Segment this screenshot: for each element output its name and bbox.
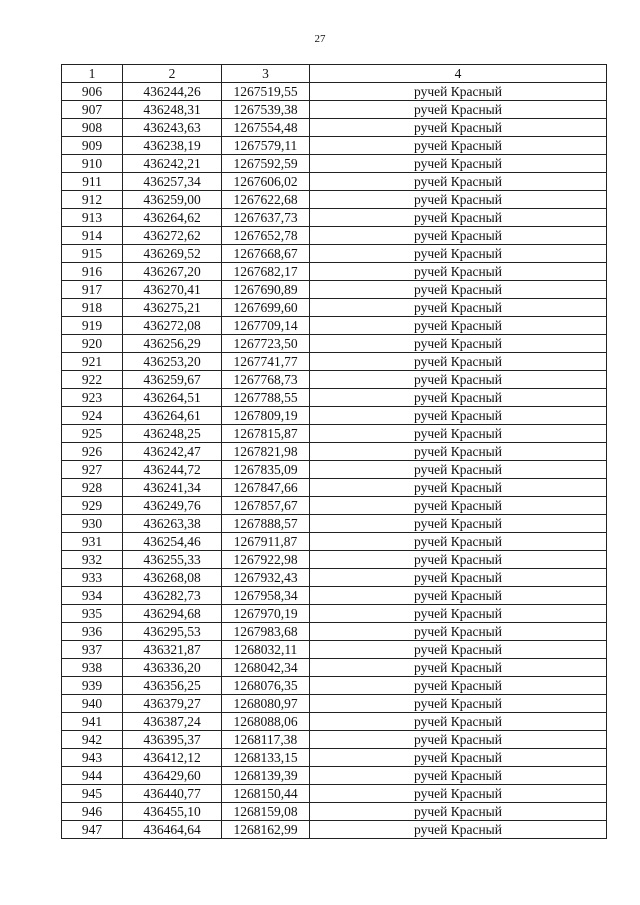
point-number-cell: 912 [62,191,123,209]
object-name-cell: ручей Красный [310,173,607,191]
x-coordinate-cell: 436244,26 [123,83,222,101]
y-coordinate-cell: 1267682,17 [222,263,310,281]
x-coordinate-cell: 436248,25 [123,425,222,443]
object-name-cell: ручей Красный [310,245,607,263]
table-row [62,353,607,371]
y-coordinate-cell: 1267652,78 [222,227,310,245]
column-header-1: 1 [62,65,123,83]
x-coordinate-cell: 436242,47 [123,443,222,461]
x-coordinate-cell: 436282,73 [123,587,222,605]
y-coordinate-cell: 1267579,11 [222,137,310,155]
table-row [62,137,607,155]
point-number-cell: 910 [62,155,123,173]
y-coordinate-cell: 1267741,77 [222,353,310,371]
column-header-2: 2 [123,65,222,83]
table-row [62,605,607,623]
y-coordinate-cell: 1267911,87 [222,533,310,551]
table-row [62,191,607,209]
point-number-cell: 916 [62,263,123,281]
y-coordinate-cell: 1268042,34 [222,659,310,677]
table-row [62,227,607,245]
object-name-cell: ручей Красный [310,83,607,101]
object-name-cell: ручей Красный [310,191,607,209]
object-name-cell: ручей Красный [310,767,607,785]
x-coordinate-cell: 436259,00 [123,191,222,209]
point-number-cell: 926 [62,443,123,461]
point-number-cell: 946 [62,803,123,821]
table-row [62,101,607,119]
y-coordinate-cell: 1267709,14 [222,317,310,335]
x-coordinate-cell: 436295,53 [123,623,222,641]
point-number-cell: 938 [62,659,123,677]
point-number-cell: 920 [62,335,123,353]
y-coordinate-cell: 1267835,09 [222,461,310,479]
table-body [62,83,607,839]
x-coordinate-cell: 436256,29 [123,335,222,353]
y-coordinate-cell: 1267592,59 [222,155,310,173]
table-row [62,479,607,497]
y-coordinate-cell: 1267768,73 [222,371,310,389]
table-row [62,317,607,335]
y-coordinate-cell: 1268162,99 [222,821,310,839]
object-name-cell: ручей Красный [310,209,607,227]
point-number-cell: 941 [62,713,123,731]
page-number: 27 [314,33,326,45]
object-name-cell: ручей Красный [310,353,607,371]
table-row [62,209,607,227]
object-name-cell: ручей Красный [310,227,607,245]
x-coordinate-cell: 436321,87 [123,641,222,659]
y-coordinate-cell: 1267554,48 [222,119,310,137]
table-row [62,389,607,407]
table-row [62,83,607,101]
point-number-cell: 911 [62,173,123,191]
table-row [62,443,607,461]
point-number-cell: 909 [62,137,123,155]
table-row [62,551,607,569]
object-name-cell: ручей Красный [310,731,607,749]
object-name-cell: ручей Красный [310,695,607,713]
x-coordinate-cell: 436244,72 [123,461,222,479]
point-number-cell: 908 [62,119,123,137]
x-coordinate-cell: 436294,68 [123,605,222,623]
point-number-cell: 944 [62,767,123,785]
y-coordinate-cell: 1267809,19 [222,407,310,425]
y-coordinate-cell: 1268032,11 [222,641,310,659]
y-coordinate-cell: 1268080,97 [222,695,310,713]
object-name-cell: ручей Красный [310,821,607,839]
y-coordinate-cell: 1267622,68 [222,191,310,209]
table-row [62,371,607,389]
x-coordinate-cell: 436379,27 [123,695,222,713]
table-row [62,713,607,731]
point-number-cell: 942 [62,731,123,749]
table-row [62,569,607,587]
table-row [62,821,607,839]
x-coordinate-cell: 436241,34 [123,479,222,497]
table-row [62,731,607,749]
object-name-cell: ручей Красный [310,155,607,173]
point-number-cell: 934 [62,587,123,605]
point-number-cell: 923 [62,389,123,407]
object-name-cell: ручей Красный [310,137,607,155]
table-row [62,767,607,785]
table-row [62,623,607,641]
object-name-cell: ручей Красный [310,641,607,659]
point-number-cell: 921 [62,353,123,371]
y-coordinate-cell: 1267888,57 [222,515,310,533]
coordinates-table [61,64,607,839]
point-number-cell: 939 [62,677,123,695]
object-name-cell: ручей Красный [310,371,607,389]
x-coordinate-cell: 436243,63 [123,119,222,137]
object-name-cell: ручей Красный [310,389,607,407]
y-coordinate-cell: 1268139,39 [222,767,310,785]
object-name-cell: ручей Красный [310,497,607,515]
point-number-cell: 940 [62,695,123,713]
y-coordinate-cell: 1267668,67 [222,245,310,263]
object-name-cell: ручей Красный [310,317,607,335]
object-name-cell: ручей Красный [310,605,607,623]
object-name-cell: ручей Красный [310,443,607,461]
table-header-row [62,65,607,83]
x-coordinate-cell: 436259,67 [123,371,222,389]
table-row [62,677,607,695]
y-coordinate-cell: 1268076,35 [222,677,310,695]
point-number-cell: 931 [62,533,123,551]
object-name-cell: ручей Красный [310,677,607,695]
object-name-cell: ручей Красный [310,119,607,137]
x-coordinate-cell: 436254,46 [123,533,222,551]
table-row [62,659,607,677]
y-coordinate-cell: 1267690,89 [222,281,310,299]
point-number-cell: 918 [62,299,123,317]
y-coordinate-cell: 1268117,38 [222,731,310,749]
point-number-cell: 915 [62,245,123,263]
y-coordinate-cell: 1268159,08 [222,803,310,821]
y-coordinate-cell: 1267788,55 [222,389,310,407]
point-number-cell: 936 [62,623,123,641]
table-row [62,533,607,551]
y-coordinate-cell: 1267637,73 [222,209,310,227]
table-row [62,641,607,659]
object-name-cell: ручей Красный [310,515,607,533]
object-name-cell: ручей Красный [310,785,607,803]
x-coordinate-cell: 436267,20 [123,263,222,281]
y-coordinate-cell: 1267922,98 [222,551,310,569]
point-number-cell: 917 [62,281,123,299]
point-number-cell: 937 [62,641,123,659]
point-number-cell: 932 [62,551,123,569]
x-coordinate-cell: 436356,25 [123,677,222,695]
point-number-cell: 947 [62,821,123,839]
x-coordinate-cell: 436412,12 [123,749,222,767]
y-coordinate-cell: 1268088,06 [222,713,310,731]
point-number-cell: 925 [62,425,123,443]
point-number-cell: 945 [62,785,123,803]
table-row [62,245,607,263]
table-row [62,299,607,317]
table-row [62,173,607,191]
table-row [62,461,607,479]
table-row [62,515,607,533]
object-name-cell: ручей Красный [310,551,607,569]
object-name-cell: ручей Красный [310,335,607,353]
y-coordinate-cell: 1267932,43 [222,569,310,587]
y-coordinate-cell: 1267958,34 [222,587,310,605]
point-number-cell: 935 [62,605,123,623]
table-row [62,425,607,443]
x-coordinate-cell: 436387,24 [123,713,222,731]
table-row [62,335,607,353]
point-number-cell: 919 [62,317,123,335]
point-number-cell: 914 [62,227,123,245]
object-name-cell: ручей Красный [310,479,607,497]
table-row [62,695,607,713]
object-name-cell: ручей Красный [310,299,607,317]
table-row [62,587,607,605]
x-coordinate-cell: 436263,38 [123,515,222,533]
table-row [62,155,607,173]
point-number-cell: 930 [62,515,123,533]
object-name-cell: ручей Красный [310,281,607,299]
x-coordinate-cell: 436270,41 [123,281,222,299]
object-name-cell: ручей Красный [310,803,607,821]
object-name-cell: ручей Красный [310,659,607,677]
x-coordinate-cell: 436440,77 [123,785,222,803]
object-name-cell: ручей Красный [310,407,607,425]
x-coordinate-cell: 436264,51 [123,389,222,407]
column-header-4: 4 [310,65,607,83]
x-coordinate-cell: 436464,64 [123,821,222,839]
table-row [62,785,607,803]
x-coordinate-cell: 436248,31 [123,101,222,119]
y-coordinate-cell: 1267821,98 [222,443,310,461]
y-coordinate-cell: 1268133,15 [222,749,310,767]
x-coordinate-cell: 436264,62 [123,209,222,227]
point-number-cell: 933 [62,569,123,587]
x-coordinate-cell: 436269,52 [123,245,222,263]
x-coordinate-cell: 436395,37 [123,731,222,749]
object-name-cell: ручей Красный [310,623,607,641]
point-number-cell: 913 [62,209,123,227]
x-coordinate-cell: 436429,60 [123,767,222,785]
x-coordinate-cell: 436455,10 [123,803,222,821]
y-coordinate-cell: 1267519,55 [222,83,310,101]
point-number-cell: 943 [62,749,123,767]
table-row [62,281,607,299]
column-header-3: 3 [222,65,310,83]
object-name-cell: ручей Красный [310,749,607,767]
object-name-cell: ручей Красный [310,533,607,551]
object-name-cell: ручей Красный [310,101,607,119]
point-number-cell: 907 [62,101,123,119]
x-coordinate-cell: 436257,34 [123,173,222,191]
x-coordinate-cell: 436268,08 [123,569,222,587]
point-number-cell: 929 [62,497,123,515]
y-coordinate-cell: 1267539,38 [222,101,310,119]
y-coordinate-cell: 1267857,67 [222,497,310,515]
table-row [62,803,607,821]
point-number-cell: 906 [62,83,123,101]
y-coordinate-cell: 1267606,02 [222,173,310,191]
object-name-cell: ручей Красный [310,587,607,605]
x-coordinate-cell: 436255,33 [123,551,222,569]
y-coordinate-cell: 1267723,50 [222,335,310,353]
table-row [62,263,607,281]
object-name-cell: ручей Красный [310,569,607,587]
y-coordinate-cell: 1267815,87 [222,425,310,443]
x-coordinate-cell: 436275,21 [123,299,222,317]
object-name-cell: ручей Красный [310,713,607,731]
y-coordinate-cell: 1267699,60 [222,299,310,317]
x-coordinate-cell: 436249,76 [123,497,222,515]
point-number-cell: 922 [62,371,123,389]
table-row [62,407,607,425]
point-number-cell: 924 [62,407,123,425]
table-row [62,119,607,137]
y-coordinate-cell: 1267847,66 [222,479,310,497]
x-coordinate-cell: 436272,62 [123,227,222,245]
y-coordinate-cell: 1268150,44 [222,785,310,803]
object-name-cell: ручей Красный [310,263,607,281]
y-coordinate-cell: 1267983,68 [222,623,310,641]
x-coordinate-cell: 436242,21 [123,155,222,173]
object-name-cell: ручей Красный [310,461,607,479]
x-coordinate-cell: 436272,08 [123,317,222,335]
x-coordinate-cell: 436238,19 [123,137,222,155]
object-name-cell: ручей Красный [310,425,607,443]
x-coordinate-cell: 436264,61 [123,407,222,425]
table-row [62,749,607,767]
point-number-cell: 927 [62,461,123,479]
x-coordinate-cell: 436336,20 [123,659,222,677]
point-number-cell: 928 [62,479,123,497]
x-coordinate-cell: 436253,20 [123,353,222,371]
table-row [62,497,607,515]
y-coordinate-cell: 1267970,19 [222,605,310,623]
